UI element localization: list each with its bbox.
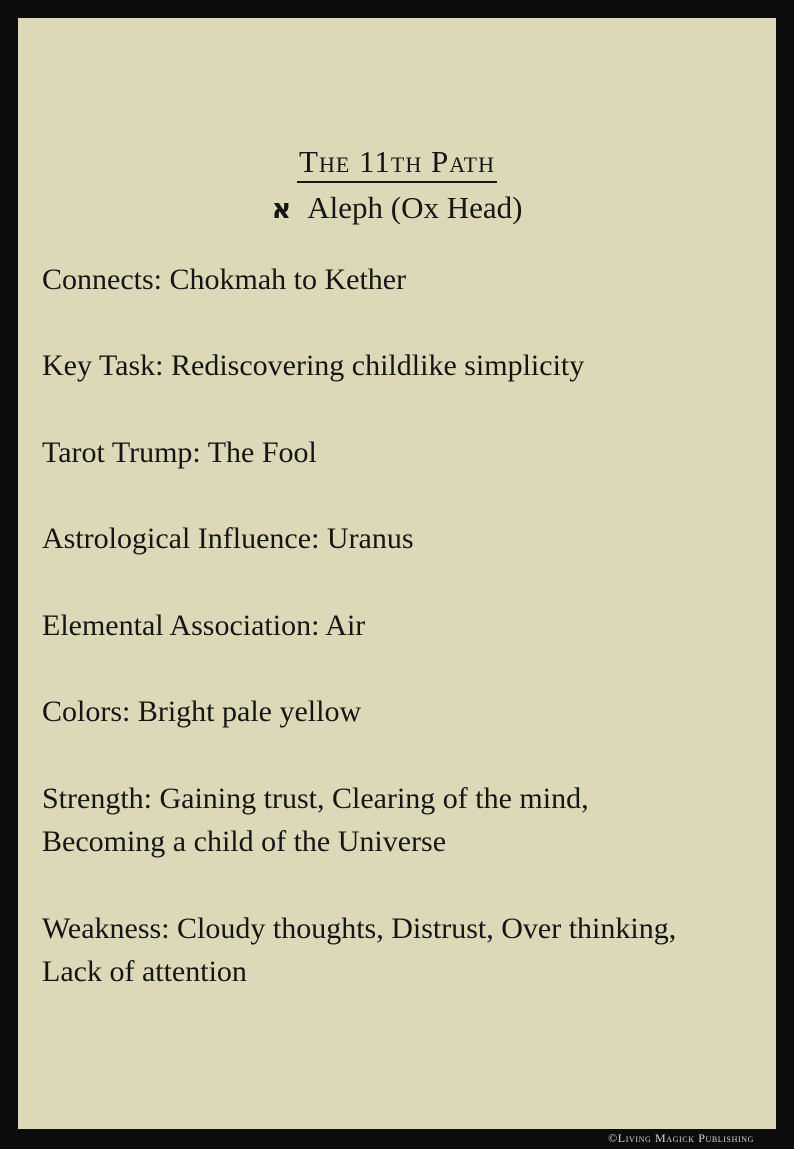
tarot-trump-field: Tarot Trump: The Fool: [42, 436, 317, 469]
key-task-field: Key Task: Rediscovering childlike simplicity: [42, 349, 585, 382]
astrological-influence-field: Astrological Influence: Uranus: [42, 522, 414, 555]
subtitle-text: Aleph (Ox Head): [307, 190, 523, 225]
path-card: [18, 18, 776, 1129]
connects-field: Connects: Chokmah to Kether: [42, 263, 407, 296]
card-subtitle: [18, 188, 776, 230]
card-title-text: The 11th Path: [297, 144, 497, 183]
card-title: [18, 144, 776, 183]
strength-field-line2: Becoming a child of the Universe: [42, 825, 447, 858]
weakness-field-line1: Weakness: Cloudy thoughts, Distrust, Over thinking,: [42, 912, 677, 945]
weakness-field-line2: Lack of attention: [42, 955, 247, 988]
elemental-association-field: Elemental Association: Air: [42, 609, 366, 642]
colors-field: Colors: Bright pale yellow: [42, 695, 362, 728]
strength-field-line1: Strength: Gaining trust, Clearing of the mind,: [42, 782, 589, 815]
copyright-notice: ©Living Magick Publishing: [608, 1131, 754, 1145]
aleph-letter-icon: א: [271, 194, 292, 225]
